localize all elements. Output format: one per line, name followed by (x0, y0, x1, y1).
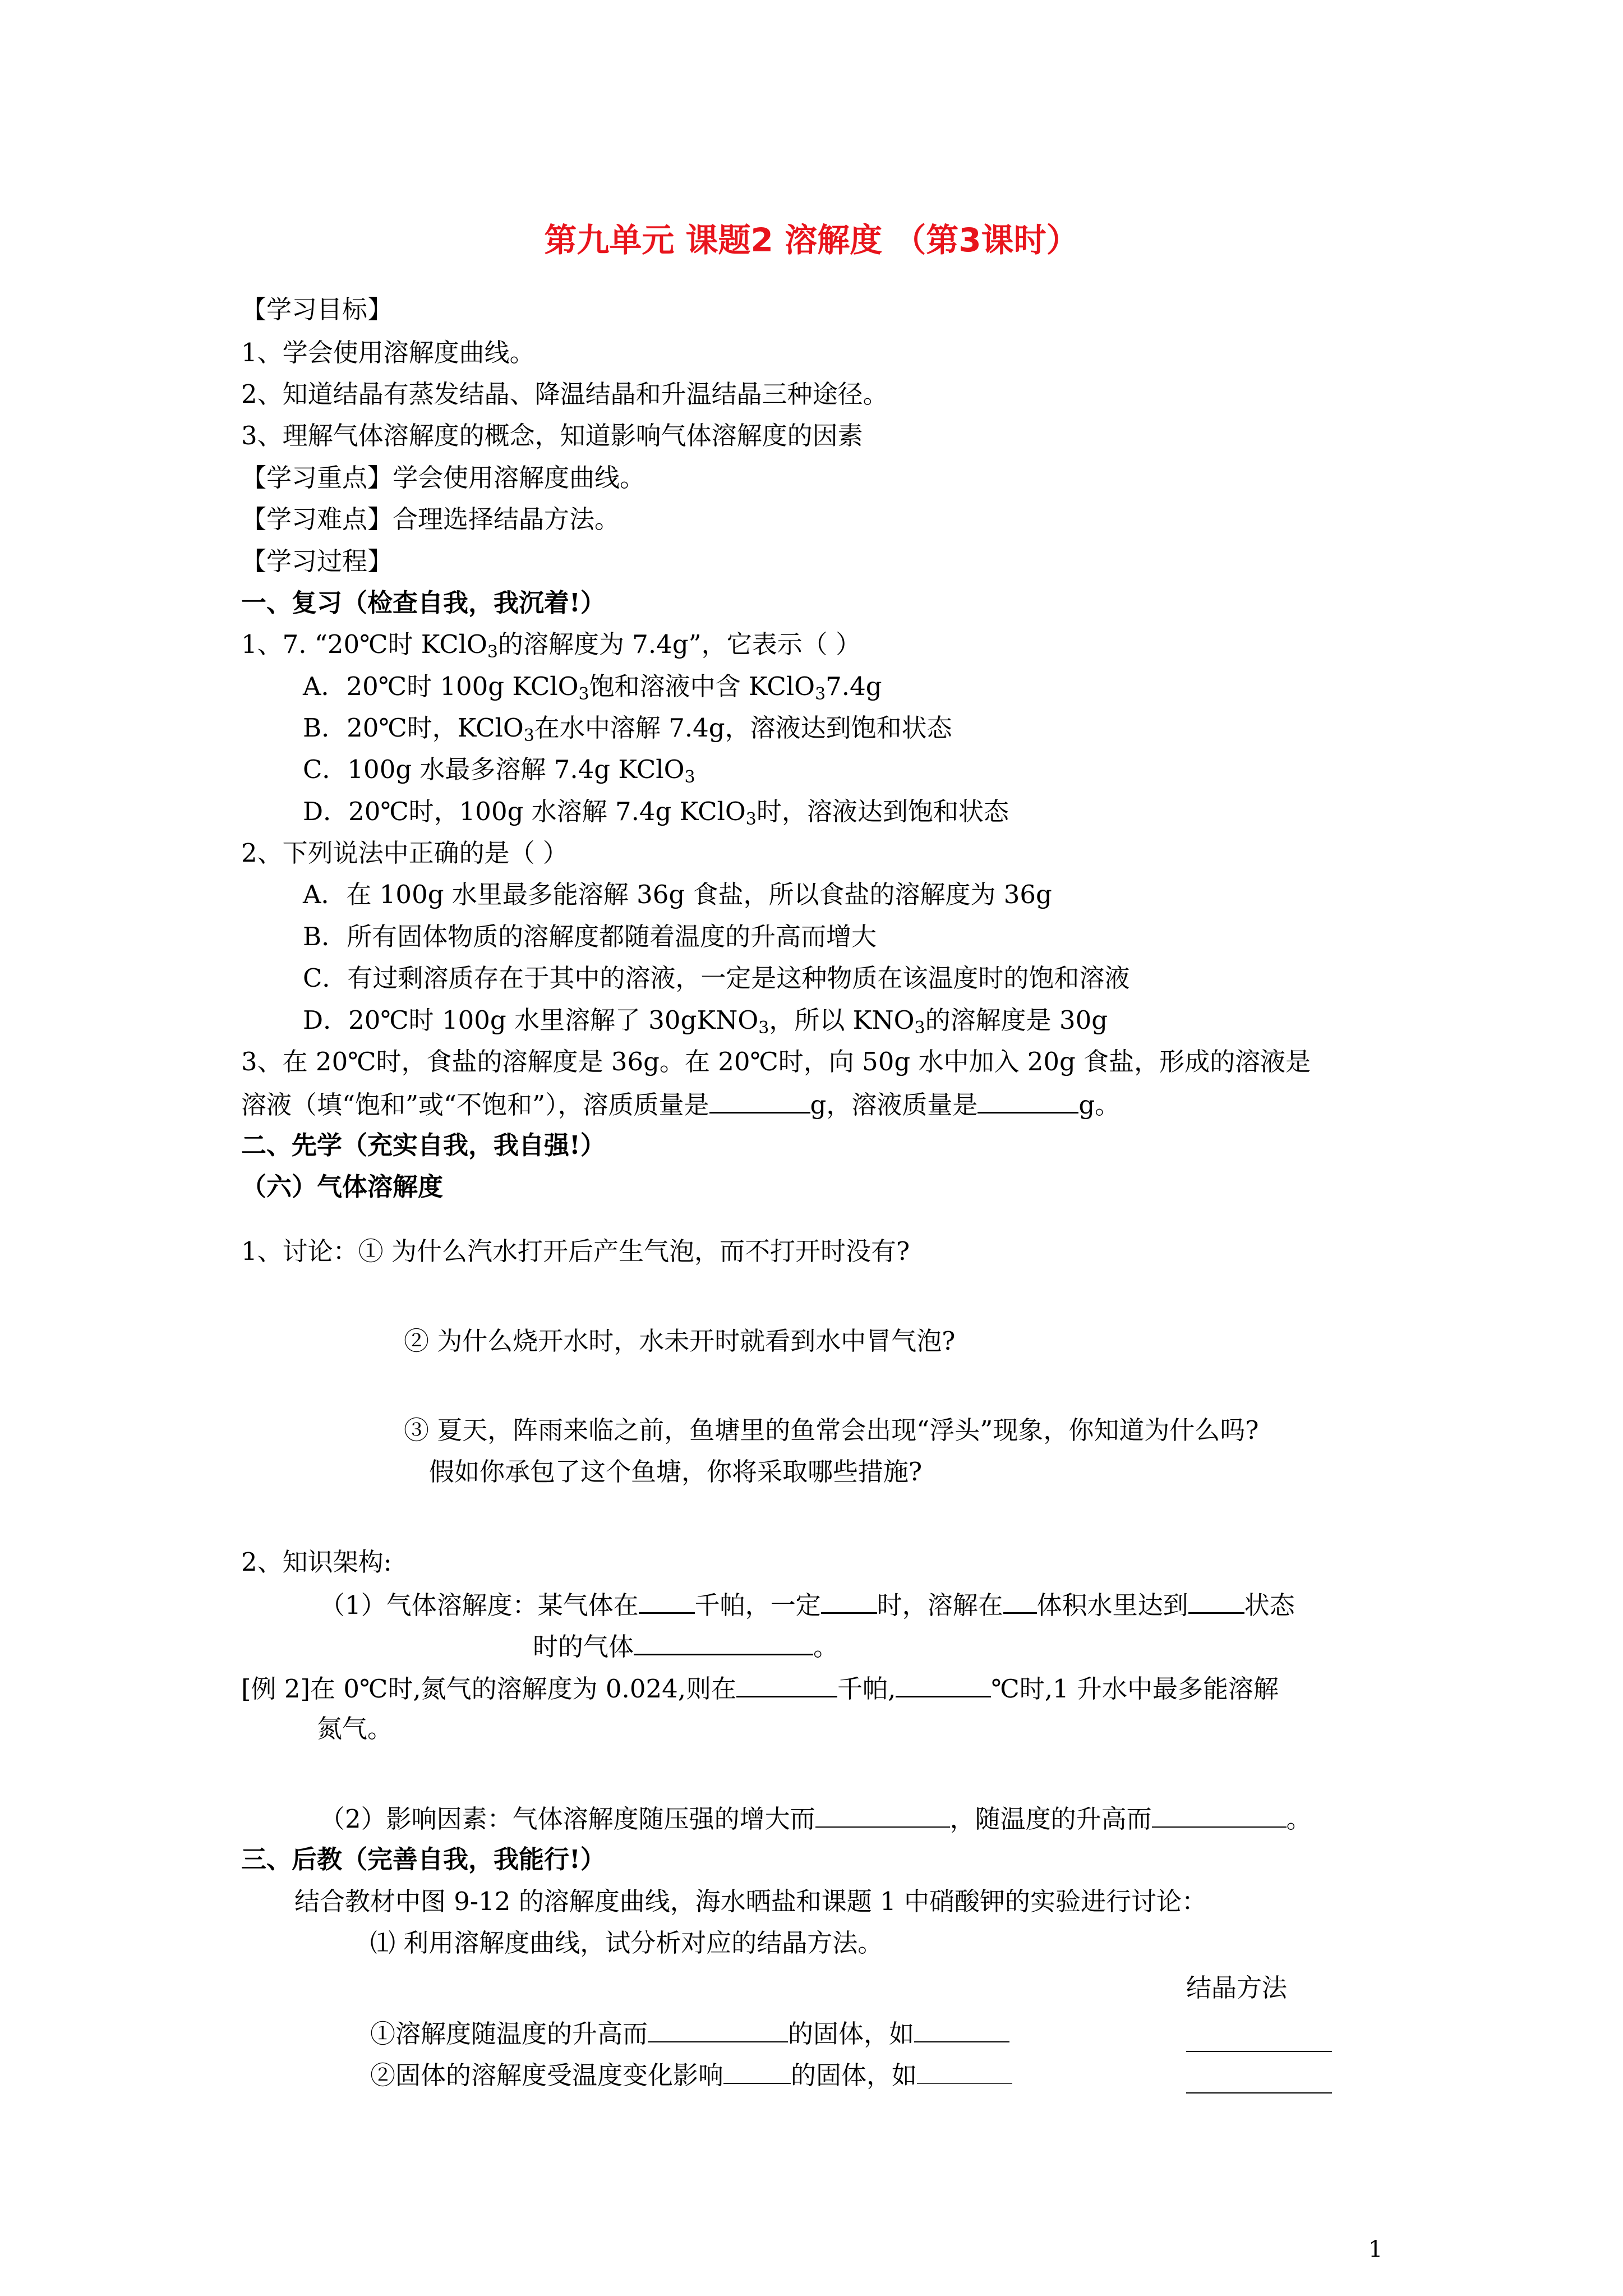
goal-item-1: 1、学会使用溶解度曲线。 (241, 338, 535, 367)
method-row-2: ②固体的溶解度受温度变化影响 的固体，如 (370, 2055, 1012, 2095)
section1-heading: 一、复习（检查自我，我沉着!） (241, 588, 606, 618)
goal-item-3: 3、理解气体溶解度的概念，知道影响气体溶解度的因素 (241, 421, 863, 450)
blank-row2-effect[interactable] (723, 2055, 791, 2084)
discussion-item-2: ② 为什么烧开水时，水未开时就看到水中冒气泡? (404, 1326, 956, 1356)
blank-temperature-effect[interactable] (1152, 1798, 1287, 1828)
blank-row1-method[interactable] (1186, 2023, 1332, 2052)
blank-row2-method[interactable] (1186, 2064, 1332, 2093)
section3-intro: 结合教材中图 9-12 的溶解度曲线，海水晒盐和课题 1 中硝酸钾的实验进行讨论： (294, 1887, 1207, 1916)
influencing-factors: （2）影响因素：气体溶解度随压强的增大而 ，随温度的升高而 。 (320, 1798, 1312, 1839)
goal-item-2: 2、知道结晶有蒸发结晶、降温结晶和升温结晶三种途径。 (241, 379, 888, 409)
blank-solution-mass[interactable] (978, 1084, 1078, 1114)
q2-stem: 2、下列说法中正确的是（ ） (241, 838, 568, 868)
page-title: 第九单元 课题2 溶解度 （第3课时） (544, 221, 1079, 259)
process-heading: 【学习过程】 (241, 546, 393, 576)
gas-solubility-heading: （六）气体溶解度 (241, 1172, 444, 1202)
q1-option-c: C．100g 水最多溶解 7.4g KClO$_3$ (303, 754, 695, 787)
discussion-item-3: ③ 夏天，阵雨来临之前，鱼塘里的鱼常会出现“浮头”现象，你知道为什么吗? (404, 1415, 1259, 1445)
difficulty: 【学习难点】合理选择结晶方法。 (241, 504, 620, 534)
example-2: [例 2]在 0℃时,氮气的溶解度为 0.024,则在 千帕, ℃时,1 升水中最多能溶解 (241, 1668, 1279, 1709)
crystallization-method-header: 结晶方法 (1186, 1973, 1288, 2003)
section2-heading: 二、先学（充实自我，我自强!） (241, 1130, 606, 1160)
q1-option-a: A．20℃时 100g KClO$_3$饱和溶液中含 KClO$_3$7.4g (303, 671, 882, 704)
q2-option-a: A．在 100g 水里最多能溶解 36g 食盐，所以食盐的溶解度为 36g (303, 880, 1052, 909)
goals-heading: 【学习目标】 (241, 295, 393, 324)
method-row-1: ①溶解度随温度的升高而 的固体，如 (370, 2013, 1009, 2054)
blank-row1-trend[interactable] (648, 2013, 788, 2042)
blank-solute-mass[interactable] (709, 1084, 810, 1114)
key-point: 【学习重点】学会使用溶解度曲线。 (241, 463, 645, 493)
blank-example-pressure[interactable] (736, 1668, 837, 1697)
blank-row2-example[interactable] (917, 2055, 1012, 2084)
q1-stem: 1、7. “20℃时 KClO$_3$的溶解度为 7.4g”，它表示（ ） (241, 629, 861, 662)
q2-option-c: C．有过剩溶质存在于其中的溶液，一定是这种物质在该温度时的饱和溶液 (303, 963, 1130, 993)
blank-state[interactable] (1188, 1584, 1244, 1614)
blank-example-temperature[interactable] (896, 1668, 991, 1697)
blank-pressure-effect[interactable] (815, 1798, 950, 1828)
discussion-item-3-cont: 假如你承包了这个鱼塘，你将采取哪些措施? (429, 1457, 923, 1487)
q2-option-d: D．20℃时 100g 水里溶解了 30gKNO$_3$，所以 $KNO_3$的溶解度是 30g (303, 1005, 1108, 1038)
section3-sub1: ⑴ 利用溶解度曲线，试分析对应的结晶方法。 (370, 1928, 883, 1958)
example-2-cont: 氮气。 (317, 1714, 393, 1743)
q3-line1: 3、在 20℃时，食盐的溶解度是 36g。在 20℃时，向 50g 水中加入 20g 食盐，形成的溶液是 (241, 1047, 1311, 1076)
gas-solubility-definition: （1）气体溶解度：某气体在 千帕，一定 时，溶解在 体积水里达到 状态 (320, 1584, 1295, 1625)
blank-gas-volume[interactable] (634, 1626, 813, 1655)
q1-option-d: D．20℃时，100g 水溶解 7.4g KClO$_3$时，溶液达到饱和状态 (303, 797, 1009, 829)
q1-option-b: B．20℃时，KClO$_3$在水中溶解 7.4g，溶液达到饱和状态 (303, 713, 952, 746)
section3-heading: 三、后教（完善自我，我能行!） (241, 1844, 606, 1874)
blank-pressure[interactable] (639, 1584, 695, 1614)
q3-line2: 溶液（填“饱和”或“不饱和”），溶质质量是 g，溶液质量是 g。 (241, 1084, 1120, 1125)
blank-row1-example[interactable] (914, 2013, 1009, 2042)
q2-option-b: B．所有固体物质的溶解度都随着温度的升高而增大 (303, 922, 877, 951)
framework-label: 2、知识架构: (241, 1547, 392, 1577)
blank-temperature[interactable] (821, 1584, 877, 1614)
blank-volume[interactable] (1003, 1584, 1037, 1614)
page-number: 1 (1368, 2237, 1383, 2262)
discussion-item-1: 1、讨论：① 为什么汽水打开后产生气泡，而不打开时没有? (241, 1236, 910, 1266)
gas-solubility-definition-cont: 时的气体 。 (533, 1626, 838, 1667)
